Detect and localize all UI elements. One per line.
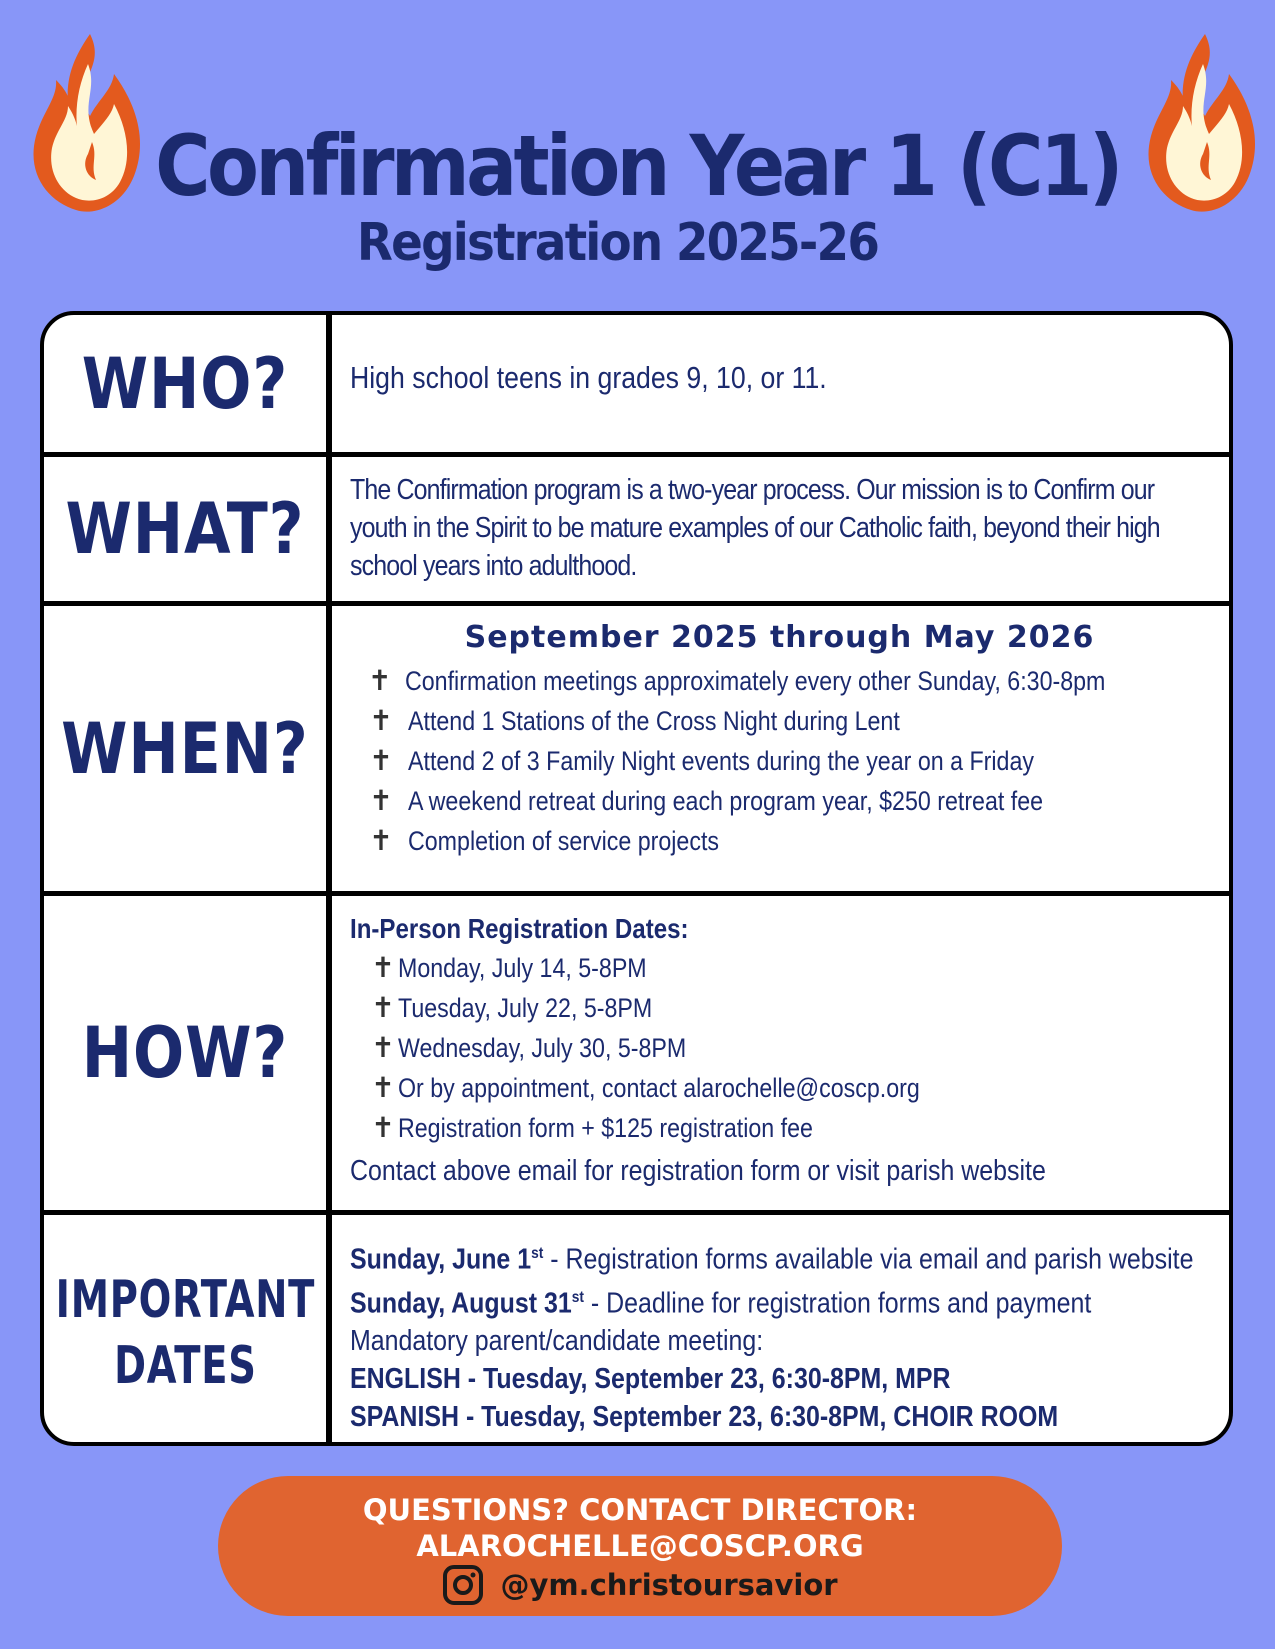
dates-row xyxy=(44,1215,1229,1446)
cross-icon: ✝ xyxy=(369,785,393,816)
cross-icon: ✝ xyxy=(371,1072,395,1103)
when-row xyxy=(44,606,1229,891)
list-item: ✝ Registration form + $125 registration fee xyxy=(370,1108,1209,1148)
what-content xyxy=(350,471,1209,585)
list-item: ✝ Completion of service projects xyxy=(368,821,1209,861)
cross-icon: ✝ xyxy=(369,825,393,856)
contact-heading: QUESTIONS? CONTACT DIRECTOR: xyxy=(362,1493,918,1527)
page-title: Confirmation Year 1 (C1) xyxy=(155,117,1120,215)
list-item: ✝ Monday, July 14, 5-8PM xyxy=(370,948,1209,988)
cross-icon: ✝ xyxy=(369,745,393,776)
cross-icon: ✝ xyxy=(368,665,392,696)
how-heading: In-Person Registration Dates: xyxy=(350,913,689,944)
instagram-handle-row[interactable] xyxy=(218,1564,1062,1606)
when-heading: September 2025 through May 2026 xyxy=(464,620,1095,655)
what-row xyxy=(44,457,1229,601)
how-row xyxy=(44,896,1229,1210)
page-subtitle: Registration 2025-26 xyxy=(356,213,879,273)
who-text: High school teens in grades 9, 10, or 11. xyxy=(350,360,827,395)
cross-icon: ✝ xyxy=(371,1112,395,1143)
who-content xyxy=(350,359,1209,397)
when-label: WHEN? xyxy=(61,707,309,790)
when-content xyxy=(350,606,1209,861)
list-item: ✝ Attend 2 of 3 Family Night events during the year on a Friday xyxy=(368,741,1209,781)
list-item: ✝ Or by appointment, contact alarochelle@coscp.org xyxy=(370,1068,1209,1108)
dates-content xyxy=(350,1235,1209,1436)
how-note: Contact above email for registration form or visit parish website xyxy=(350,1155,1046,1187)
contact-email[interactable]: ALAROCHELLE@COSCP.ORG xyxy=(416,1529,864,1563)
info-table xyxy=(40,311,1233,1446)
what-text: The Confirmation program is a two-year process. Our mission is to Confirm our youth in the Spirit to be mature examples of our Catholic faith, beyond their high school years into adulthood. xyxy=(350,474,1160,582)
date-june: Sunday, June 1st - Registration forms available via email and parish website xyxy=(350,1243,1194,1276)
contact-banner xyxy=(218,1476,1062,1616)
list-item: ✝ Confirmation meetings approximately every other Sunday, 6:30-8pm xyxy=(368,661,1209,701)
date-august: Sunday, August 31st - Deadline for registration forms and payment xyxy=(350,1287,1092,1320)
header xyxy=(0,118,1275,272)
meeting-spanish: SPANISH - Tuesday, September 23, 6:30-8PM, CHOIR ROOM xyxy=(350,1401,1059,1434)
cross-icon: ✝ xyxy=(369,705,393,736)
dates-label: IMPORTANT DATES xyxy=(55,1269,315,1396)
what-label: WHAT? xyxy=(65,488,305,570)
meeting-label: Mandatory parent/candidate meeting: xyxy=(350,1325,764,1358)
who-label: WHO? xyxy=(81,342,289,425)
list-item: ✝ Wednesday, July 30, 5-8PM xyxy=(370,1028,1209,1068)
instagram-handle[interactable]: @ym.christoursavior xyxy=(500,1568,838,1602)
list-item: ✝ A weekend retreat during each program year, $250 retreat fee xyxy=(368,781,1209,821)
cross-icon: ✝ xyxy=(371,1032,395,1063)
how-content xyxy=(350,910,1209,1190)
list-item: ✝ Attend 1 Stations of the Cross Night during Lent xyxy=(368,701,1209,741)
meeting-english: ENGLISH - Tuesday, September 23, 6:30-8PM, MPR xyxy=(350,1363,951,1396)
cross-icon: ✝ xyxy=(371,992,395,1023)
instagram-icon xyxy=(442,1564,484,1606)
how-label: HOW? xyxy=(81,1012,289,1094)
who-row xyxy=(44,315,1229,452)
cross-icon: ✝ xyxy=(371,952,395,983)
list-item: ✝ Tuesday, July 22, 5-8PM xyxy=(370,988,1209,1028)
